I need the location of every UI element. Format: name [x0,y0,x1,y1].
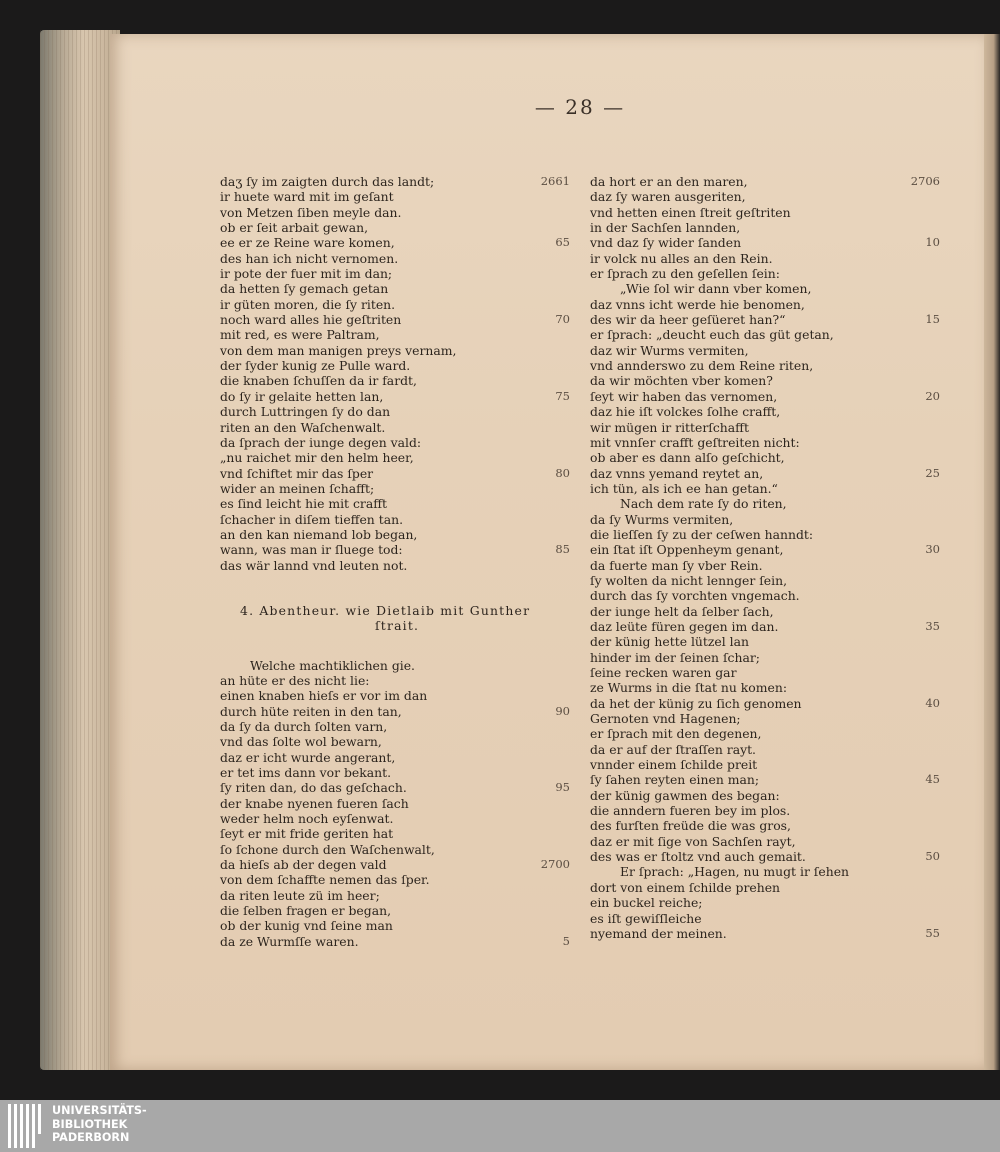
verse-text: er ſprach: „deucht euch das güt getan, [590,327,834,343]
verse-line [590,389,940,404]
verse-text: ich tün, als ich ee han getan.“ [590,480,778,496]
verse-text: da ſy Wurms vermiten, [590,511,734,527]
verse-line [220,435,570,450]
verse-line [220,281,570,296]
verse-text: vnnder einem ſchilde preit [590,757,758,773]
line-number: 5 [562,933,570,948]
verse-line [590,772,940,787]
right-text-column [590,174,940,941]
line-number: 75 [555,388,570,403]
verse-line [220,327,570,342]
verse-text: hinder im der ſeinen ſchar; [590,649,760,665]
verse-line [590,542,940,557]
verse-text: ein ſtat iſt Oppenheym genant, [590,542,784,558]
verse-line [220,765,570,780]
verse-text: do ſy ir gelaite hetten lan, [220,388,384,404]
verse-line [220,358,570,373]
library-footer-bar [0,1100,1000,1152]
verse-text: ein buckel reiche; [590,895,703,911]
verse-line [220,174,570,189]
line-number: 2700 [540,857,570,872]
left-verse-block-2 [220,658,570,950]
verse-text: daʒ ſy im zaigten durch das landt; [220,174,435,189]
right-verse-block [590,174,940,941]
verse-line [220,872,570,887]
verse-text: da er auf der ſtraſſen rayt. [590,741,756,757]
line-number: 85 [555,542,570,557]
verse-line [220,189,570,204]
verse-line [590,297,940,312]
line-number: 30 [925,542,940,557]
verse-line [220,857,570,872]
logo-line-1: UNIVERSITÄTS- [52,1104,147,1117]
verse-line [220,312,570,327]
verse-text: der knabe nyenen fueren ſach [220,795,409,811]
page-number: — 28 — [534,95,626,119]
verse-line [220,658,570,673]
verse-line [590,373,940,388]
verse-text: riten an den Waſchenwalt. [220,419,386,435]
line-number: 95 [555,780,570,795]
verse-line [220,251,570,266]
verse-line [220,888,570,903]
verse-text: ir pote der fuer mit im dan; [220,266,393,282]
verse-text: ob der kunig vnd ſeine man [220,918,393,934]
verse-text: vnd ſchiftet mir das ſper [220,465,374,481]
verse-text: Gernoten vnd Hagenen; [590,711,741,727]
verse-line [590,788,940,803]
verse-line [220,512,570,527]
verse-line [220,343,570,358]
verse-line [590,312,940,327]
line-number: 80 [555,465,570,480]
verse-line [590,481,940,496]
verse-line [220,796,570,811]
verse-text: des furſten freüde die was gros, [590,818,791,834]
verse-text: er tet ims dann vor bekant. [220,765,392,781]
verse-line [590,604,940,619]
verse-text: ſchacher in diſem tieffen tan. [220,511,404,527]
verse-text: daz hie iſt volckes ſolhe crafft, [590,404,781,420]
verse-line [220,466,570,481]
verse-line [220,297,570,312]
verse-text: die lieſſen ſy zu der ceſwen hanndt: [590,526,814,542]
verse-line [220,918,570,933]
verse-text: ſeyt er mit fride geriten hat [220,826,394,842]
verse-line [220,842,570,857]
left-text-column [220,174,570,949]
verse-text: weder helm noch eyſenwat. [220,811,394,827]
verse-text: der künig gawmen des began: [590,787,780,803]
verse-line [590,711,940,726]
verse-text: „nu raichet mir den helm heer, [220,450,414,466]
verse-line [220,389,570,404]
verse-line [590,281,940,296]
verse-text: ee er ze Reine ware komen, [220,235,395,251]
verse-text: Nach dem rate ſy do riten, [620,496,787,512]
verse-text: Er ſprach: „Hagen, nu mugt ir ſehen [620,864,850,880]
chapter-heading-line-1: 4. Abentheur. wie Dietlaib mit Gunther [240,602,531,618]
line-number: 15 [925,312,940,327]
verse-line [590,327,940,342]
verse-line [590,420,940,435]
verse-text: vnd daz ſy wider ſanden [590,235,742,251]
verse-text: der ſyder kunig ze Pulle ward. [220,358,411,374]
verse-text: ir güten moren, die ſy riten. [220,296,396,312]
verse-line [220,266,570,281]
verse-text: durch hüte reiten in den tan, [220,703,402,719]
line-number: 10 [925,235,940,250]
verse-line [220,903,570,918]
verse-line [590,864,940,879]
verse-text: daz vnns icht werde hie benomen, [590,296,805,312]
verse-text: von Metzen ſiben meyle dan. [220,204,402,220]
line-number: 55 [925,925,940,940]
verse-line [590,343,940,358]
verse-line [590,404,940,419]
verse-line [220,811,570,826]
verse-text: ſeyt wir haben das vernomen, [590,388,778,404]
verse-line [590,527,940,542]
verse-line [220,688,570,703]
verse-line [590,680,940,695]
verse-text: wider an meinen ſchafft; [220,480,375,496]
verse-line [590,880,940,895]
verse-text: ze Wurms in die ſtat nu komen: [590,680,788,696]
line-number: 45 [925,772,940,787]
verse-line [220,719,570,734]
verse-text: durch Luttringen ſy do dan [220,404,391,420]
verse-text: da ze Wurmſſe waren. [220,933,359,949]
line-number: 2706 [910,174,940,188]
verse-text: daz leüte füren gegen im dan. [590,618,779,634]
verse-text: einen knaben hieſs er vor im dan [220,688,428,704]
verse-text: es iſt gewiſſleiche [590,910,702,926]
verse-line [590,818,940,833]
verse-text: dort von einem ſchilde prehen [590,879,781,895]
verse-text: er ſprach zu den geſellen ſein: [590,266,780,282]
verse-line [220,542,570,557]
verse-line [220,934,570,949]
line-number: 50 [925,849,940,864]
verse-line [590,496,940,511]
logo-line-3: PADERBORN [52,1131,130,1144]
library-logo-icon [8,1104,46,1148]
verse-text: nyemand der meinen. [590,925,727,941]
book-right-edge [984,34,1000,1070]
verse-text: des wir da heer geſüeret han?“ [590,312,786,328]
verse-text: ir huete ward mit im geſant [220,189,394,205]
verse-text: des was er ſtoltz vnd auch gemait. [590,849,806,865]
verse-line [590,803,940,818]
verse-line [220,235,570,250]
verse-line [220,496,570,511]
verse-text: daz vnns yemand reytet an, [590,465,764,481]
verse-line [590,742,940,757]
verse-line [590,174,940,189]
verse-text: wann, was man ir ſluege tod: [220,542,403,558]
chapter-heading-line-2: ſtrait. [375,618,420,634]
spacer [220,573,570,603]
verse-text: von dem man manigen preys vernam, [220,342,457,358]
verse-line [220,373,570,388]
verse-text: mit red, es were Paltram, [220,327,380,343]
verse-line [220,205,570,220]
verse-line [590,588,940,603]
line-number: 65 [555,235,570,250]
verse-line [220,704,570,719]
verse-text: da riten leute zü im heer; [220,887,380,903]
book-page-edges [40,30,120,1070]
verse-line [220,750,570,765]
verse-line [590,726,940,741]
verse-line [590,849,940,864]
line-number: 20 [925,388,940,403]
verse-text: „Wie ſol wir dann vber komen, [620,281,812,297]
verse-line [220,220,570,235]
verse-text: ſy ſahen reyten einen man; [590,772,760,788]
verse-text: ſo ſchone durch den Waſchenwalt, [220,841,435,857]
verse-line [590,435,940,450]
verse-text: die knaben ſchuſſen da ir fardt, [220,373,417,389]
verse-text: es ſind leicht hie mit crafft [220,496,388,512]
verse-line [220,450,570,465]
verse-line [590,895,940,910]
verse-text: von dem ſchaffte nemen das ſper. [220,872,430,888]
verse-line [590,634,940,649]
verse-line [590,665,940,680]
verse-line [220,673,570,688]
verse-text: ſy wolten da nicht lennger ſein, [590,572,788,588]
verse-text: der iunge helt da ſelber ſach, [590,603,774,619]
verse-line [590,573,940,588]
verse-line [590,512,940,527]
verse-text: in der Sachſen lannden, [590,220,741,236]
library-logo-text [52,1104,147,1145]
line-number: 70 [555,312,570,327]
verse-line [590,450,940,465]
verse-text: da fuerte man ſy vber Rein. [590,557,763,573]
verse-text: an den kan niemand lob began, [220,526,418,542]
verse-line [590,757,940,772]
verse-line [220,826,570,841]
verse-text: vnd hetten einen ſtreit geſtriten [590,204,791,220]
verse-text: da hort er an den maren, [590,174,748,189]
verse-text: die ſelben fragen er began, [220,903,392,919]
verse-line [590,619,940,634]
verse-text: vnd annderswo zu dem Reine riten, [590,358,814,374]
verse-text: vnd das ſolte wol bewarn, [220,734,382,750]
verse-text: da ſprach der iunge degen vald: [220,434,422,450]
verse-text: ir volck nu alles an den Rein. [590,250,773,266]
verse-text: wir mügen ir ritterſchafft [590,419,749,435]
verse-text: daz ſy waren ausgeriten, [590,189,746,205]
line-number: 2661 [540,174,570,188]
verse-line [590,466,940,481]
verse-line [590,926,940,941]
verse-line [590,650,940,665]
verse-text: ob aber es dann alſo geſchicht, [590,450,785,466]
verse-text: daz wir Wurms vermiten, [590,342,749,358]
verse-line [220,420,570,435]
line-number: 35 [925,618,940,633]
verse-line [590,911,940,926]
verse-text: an hüte er des nicht lie: [220,672,370,688]
verse-text: daz er icht wurde angerant, [220,749,396,765]
logo-line-2: BIBLIOTHEK [52,1117,128,1131]
verse-line [220,780,570,795]
verse-text: da hetten ſy gemach getan [220,281,389,297]
verse-line [590,220,940,235]
verse-line [590,834,940,849]
verse-text: ob er ſeit arbait gewan, [220,220,369,236]
verse-line [590,205,940,220]
line-number: 40 [925,695,940,710]
verse-text: die anndern fueren bey im plos. [590,803,791,819]
verse-line [220,734,570,749]
verse-text: ſeine recken waren gar [590,665,737,680]
verse-text: der künig hette lützel lan [590,634,749,650]
verse-text: da ſy da durch ſolten varn, [220,719,388,734]
verse-text: das wär lannd vnd leuten not. [220,557,408,573]
verse-text: ſy riten dan, do das geſchach. [220,780,407,796]
verse-text: noch ward alles hie geſtriten [220,312,402,328]
verse-line [590,251,940,266]
verse-text: Welche machtiklichen gie. [250,657,415,673]
verse-line [590,235,940,250]
verse-line [220,481,570,496]
line-number: 90 [555,703,570,718]
verse-line [590,266,940,281]
line-number: 25 [925,465,940,480]
verse-line [590,358,940,373]
verse-line [220,527,570,542]
verse-text: da het der künig zu ſich genomen [590,695,802,711]
verse-text: da hieſs ab der degen vald [220,857,387,873]
verse-text: daz er mit ſige von Sachſen rayt, [590,833,796,849]
verse-line [590,558,940,573]
spacer [220,634,570,658]
verse-text: mit vnnſer crafft geſtreiten nicht: [590,434,800,450]
verse-line [220,404,570,419]
verse-line [590,696,940,711]
left-verse-block-1 [220,174,570,573]
verse-text: er ſprach mit den degenen, [590,726,762,742]
verse-text: durch das ſy vorchten vngemach. [590,588,800,604]
verse-text: des han ich nicht vernomen. [220,250,399,266]
verse-text: da wir möchten vber komen? [590,373,773,389]
verse-line [220,558,570,573]
verse-line [590,189,940,204]
